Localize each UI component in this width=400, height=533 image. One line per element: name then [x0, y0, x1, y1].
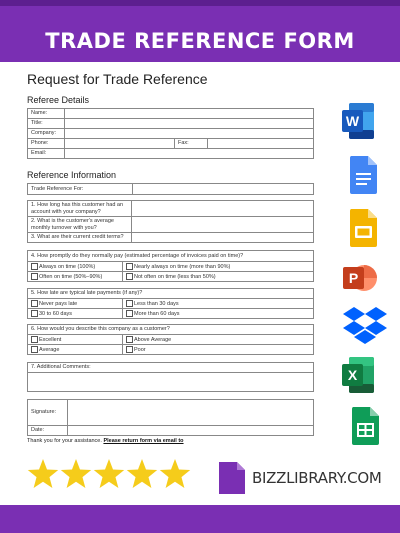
company-field[interactable]: [65, 129, 314, 139]
footer-banner: [0, 505, 400, 533]
q5-option-never: Never pays late: [39, 300, 78, 307]
question-3: 3. What are their current credit terms?: [28, 233, 132, 243]
email-label: Email:: [28, 149, 65, 159]
checkbox[interactable]: [126, 336, 133, 343]
q4-option-row[interactable]: [28, 262, 123, 272]
q6-option-row[interactable]: [28, 345, 123, 355]
q5-option-row[interactable]: [28, 309, 123, 319]
rating-stars: [27, 455, 192, 495]
question-6: 6. How would you describe this company as a customer?: [28, 325, 314, 335]
trade-reference-for-table: [27, 183, 314, 195]
reference-information-heading: Reference Information: [27, 170, 117, 180]
q4-option-row[interactable]: [123, 272, 314, 282]
signature-field[interactable]: [68, 400, 314, 426]
checkbox[interactable]: [126, 310, 133, 317]
q5-option-more-60: More than 60 days: [134, 310, 180, 317]
q4-option-always: Always on time (100%): [39, 263, 96, 270]
answer-2-field[interactable]: [132, 217, 314, 233]
thank-you-text: Thank you for your assistance.: [27, 438, 102, 444]
excel-icon[interactable]: [341, 355, 375, 395]
q4-option-often: Often on time (50%–90%): [39, 273, 103, 280]
question-2: 2. What is the customer's average monthly turnover with you?: [28, 217, 132, 233]
q5-option-row[interactable]: [28, 299, 123, 309]
email-field[interactable]: [65, 149, 314, 159]
checkbox[interactable]: [31, 346, 38, 353]
payment-promptness-table: [27, 250, 314, 282]
trade-reference-for-label: Trade Reference For:: [28, 184, 133, 195]
question-1: 1. How long has this customer had an account with your company?: [28, 201, 132, 217]
customer-rating-table: [27, 324, 314, 355]
q6-option-average: Average: [39, 346, 60, 353]
q4-option-not-often: Not often on time (less than 50%): [134, 273, 216, 280]
question-5: 5. How late are typical late payments (if any)?: [28, 289, 314, 299]
star-icon: [28, 459, 58, 488]
q4-option-nearly-always: Nearly always on time (more than 90%): [134, 263, 231, 270]
google-docs-icon[interactable]: [349, 155, 378, 195]
form-banner-title: TRADE REFERENCE FORM: [45, 29, 355, 53]
title-label: Title:: [28, 119, 65, 129]
date-label: Date:: [28, 426, 68, 436]
q6-option-row[interactable]: [123, 335, 314, 345]
svg-text:P: P: [348, 270, 359, 286]
account-questions-table: [27, 200, 314, 243]
checkbox[interactable]: [31, 300, 38, 307]
q5-option-less-30: Less than 30 days: [134, 300, 179, 307]
trade-reference-for-field[interactable]: [133, 184, 314, 195]
svg-text:W: W: [345, 113, 360, 129]
header-banner: [0, 0, 400, 62]
question-7: 7. Additional Comments:: [28, 363, 314, 373]
q6-option-excellent: Excellent: [39, 336, 62, 343]
star-icon: [94, 459, 124, 488]
q4-option-row[interactable]: [28, 272, 123, 282]
q5-option-row[interactable]: [123, 299, 314, 309]
header-top-strip: [0, 0, 400, 6]
fax-field[interactable]: [208, 139, 314, 149]
q6-option-row[interactable]: [28, 335, 123, 345]
q5-option-row[interactable]: [123, 309, 314, 319]
additional-comments-field[interactable]: [28, 373, 314, 392]
dropbox-icon[interactable]: [342, 305, 388, 345]
checkbox[interactable]: [126, 346, 133, 353]
document-logo-icon: [218, 461, 246, 495]
checkbox[interactable]: [31, 310, 38, 317]
signature-label: Signature:: [28, 400, 68, 426]
checkbox[interactable]: [31, 336, 38, 343]
answer-1-field[interactable]: [132, 201, 314, 217]
company-label: Company:: [28, 129, 65, 139]
q5-option-30-60: 30 to 60 days: [39, 310, 73, 317]
question-4: 4. How promptly do they normally pay (estimated percentage of invoices paid on time)?: [28, 251, 314, 262]
star-icon: [127, 459, 157, 488]
q6-option-row[interactable]: [123, 345, 314, 355]
date-field[interactable]: [68, 426, 314, 436]
phone-field[interactable]: [65, 139, 175, 149]
fax-label: Fax:: [175, 139, 208, 149]
q6-option-above-average: Above Average: [134, 336, 172, 343]
checkbox[interactable]: [126, 263, 133, 270]
svg-text:X: X: [347, 367, 358, 383]
return-form-link[interactable]: Please return form via email to: [103, 438, 184, 444]
name-label: Name:: [28, 109, 65, 119]
answer-3-field[interactable]: [132, 233, 314, 243]
brand-name: BIZZLIBRARY.COM: [252, 469, 382, 487]
name-field[interactable]: [65, 109, 314, 119]
referee-details-heading: Referee Details: [27, 95, 90, 105]
checkbox[interactable]: [126, 300, 133, 307]
checkbox[interactable]: [126, 273, 133, 280]
checkbox[interactable]: [31, 273, 38, 280]
powerpoint-icon[interactable]: [342, 258, 378, 298]
checkbox[interactable]: [31, 263, 38, 270]
signature-table: [27, 399, 314, 436]
thank-you-note: [27, 438, 184, 444]
phone-label: Phone:: [28, 139, 65, 149]
title-field[interactable]: [65, 119, 314, 129]
star-icon: [61, 459, 91, 488]
referee-details-table: [27, 108, 314, 159]
q4-option-row[interactable]: [123, 262, 314, 272]
additional-comments-table: [27, 362, 314, 392]
star-icon: [160, 459, 190, 488]
brand-logo: [218, 461, 382, 495]
late-payments-table: [27, 288, 314, 319]
google-slides-icon[interactable]: [349, 208, 378, 248]
google-sheets-icon[interactable]: [351, 406, 380, 446]
document-title: Request for Trade Reference: [27, 71, 208, 87]
q6-option-poor: Poor: [134, 346, 146, 353]
word-icon[interactable]: [341, 101, 375, 141]
